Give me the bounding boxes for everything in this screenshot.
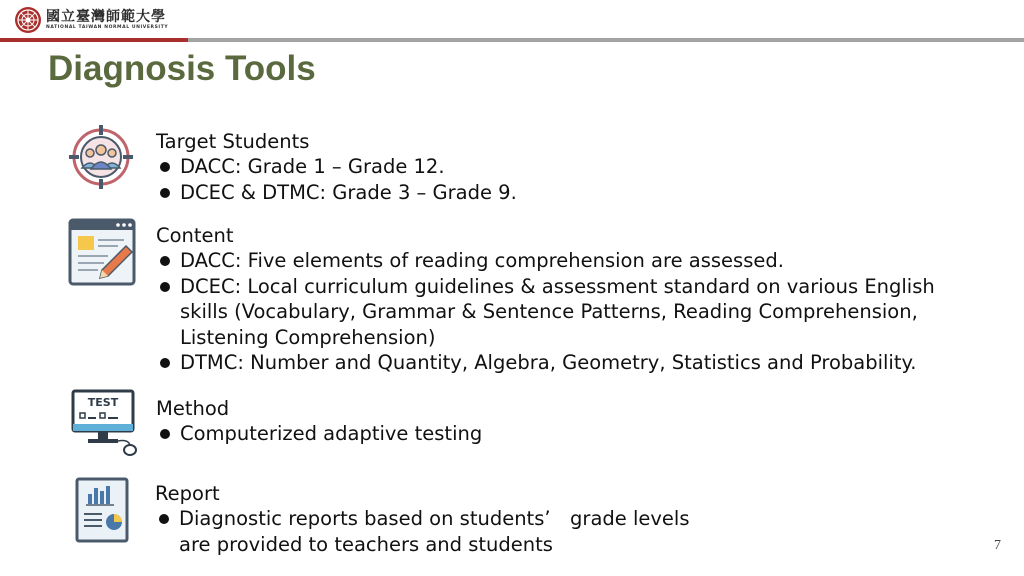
logo-chinese-name: 國立臺灣師範大學: [46, 9, 166, 25]
bullet-list: [156, 421, 482, 447]
bullet-item: DACC: Five elements of reading comprehension are assessed.: [156, 248, 976, 274]
report-chart-icon: [74, 476, 130, 544]
bullet-list: [156, 154, 517, 205]
header-accent-bar: [0, 38, 188, 42]
section-target-students: [156, 129, 517, 205]
bullet-item: DCEC: Local curriculum guidelines & assessment standard on various English skills (Vocabulary, Grammar & Sentence Patterns, Reading Comprehension, Listening Comprehension): [156, 274, 976, 351]
header-divider: [188, 38, 1024, 42]
bullet-item: Diagnostic reports based on students’ grade levels are provided to teachers and students: [155, 506, 715, 557]
bullet-list: [155, 506, 715, 557]
computer-test-icon: [70, 388, 142, 458]
bullet-list: [156, 248, 976, 376]
bullet-item: DACC: Grade 1 – Grade 12.: [156, 154, 517, 180]
page-number: 7: [994, 538, 1001, 553]
slide-title: Diagnosis Tools: [48, 49, 316, 88]
target-students-icon: [68, 124, 134, 190]
section-heading: Method: [156, 397, 230, 420]
section-heading: Report: [155, 482, 220, 505]
document-pencil-icon: [68, 218, 138, 286]
section-heading: Target Students: [156, 130, 310, 153]
bullet-item: DCEC & DTMC: Grade 3 – Grade 9.: [156, 180, 517, 206]
test-icon-label: TEST: [87, 396, 119, 409]
university-seal-icon: [14, 6, 42, 34]
university-logo: [14, 6, 168, 34]
section-report: [155, 481, 715, 557]
logo-english-name: NATIONAL TAIWAN NORMAL UNIVERSITY: [46, 25, 169, 30]
section-method: [156, 396, 482, 447]
section-heading: Content: [156, 224, 234, 247]
bullet-item: Computerized adaptive testing: [156, 421, 482, 447]
bullet-item: DTMC: Number and Quantity, Algebra, Geometry, Statistics and Probability.: [156, 350, 976, 376]
section-content: [156, 223, 976, 376]
